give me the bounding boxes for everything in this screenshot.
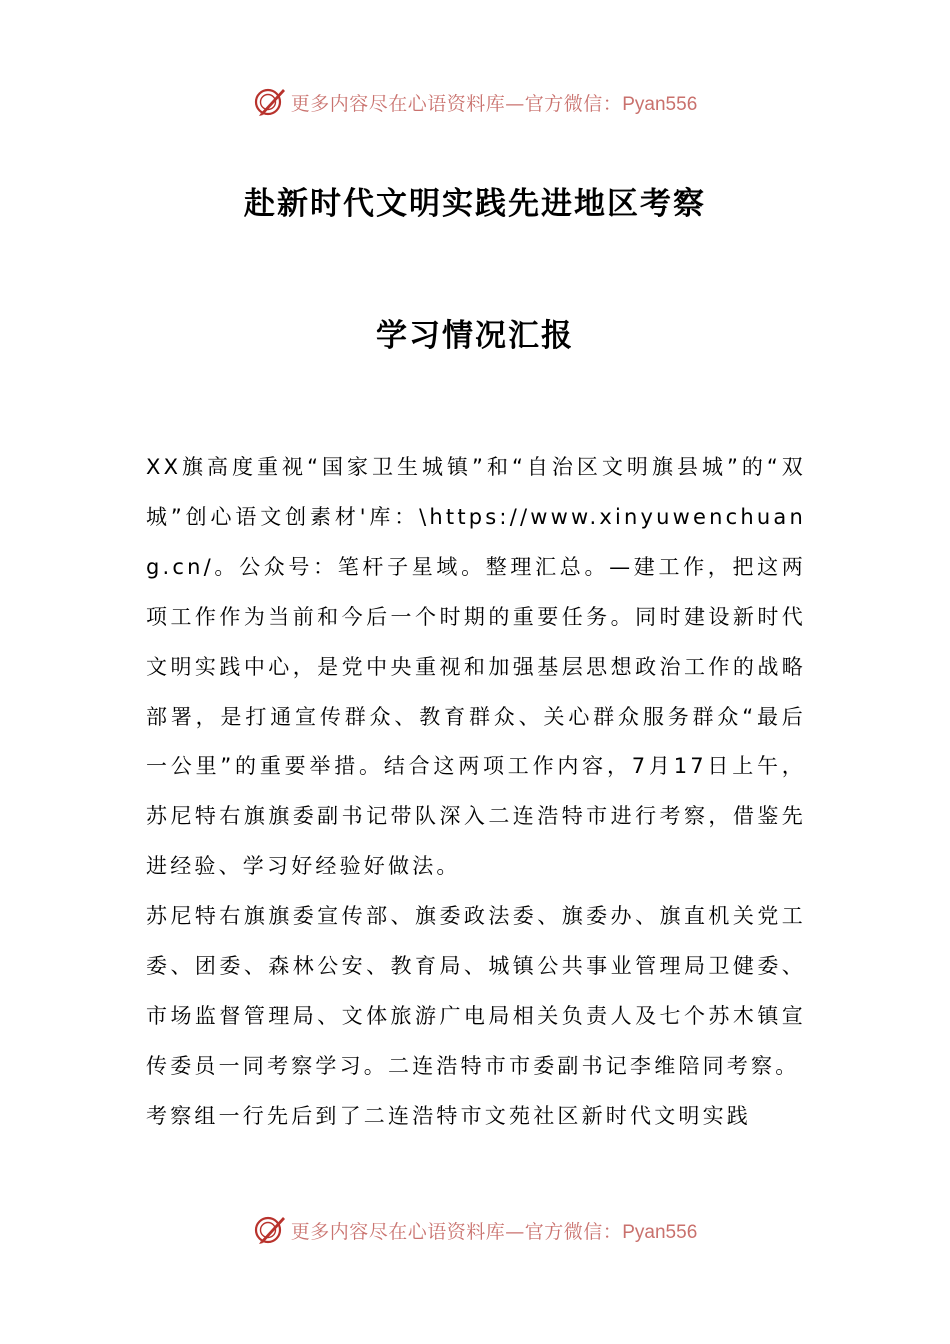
document-title-line1: 赴新时代文明实践先进地区考察 (244, 186, 706, 222)
document-body (146, 443, 806, 1142)
header-banner-label: 更多内容尽在心语资料库—官方微信： (290, 92, 623, 115)
header-banner (0, 82, 950, 122)
body-paragraph-1: XX旗高度重视“国家卫生城镇”和“自治区文明旗县城”的“双城”创心语文创素材'库：\https://www.xinyuwenchuang.cn/。公众号：笔杆子星域。整理汇总。—建工作，把这两项工作作为当前和今后一个时期的重要任务。同时建设新时代文明实践中心，是党中央重视和加强基层思想政治工作的战略部署，是打通宣传群众、教育群众、关心群众服务群众“最后一公里”的重要举措。结合这两项工作内容，7月17日上午，苏尼特右旗旗委副书记带队深入二连浩特市进行考察，借鉴先进经验、学习好经验好做法。 (146, 455, 806, 879)
header-banner-text (291, 89, 698, 116)
pen-logo-icon (253, 85, 287, 119)
footer-banner-text (291, 1217, 698, 1244)
body-paragraph-2: 苏尼特右旗旗委宣传部、旗委政法委、旗委办、旗直机关党工委、团委、森林公安、教育局、城镇公共事业管理局卫健委、市场监督管理局、文体旅游广电局相关负责人及七个苏木镇宣传委员一同考察学习。二连浩特市市委副书记李维陪同考察。 (146, 904, 806, 1078)
body-paragraph-3: 考察组一行先后到了二连浩特市文苑社区新时代文明实践 (146, 1103, 751, 1128)
footer-banner-label: 更多内容尽在心语资料库—官方微信： (290, 1220, 623, 1243)
header-wechat-id: Pyan556 (622, 93, 698, 115)
pen-logo-icon (253, 1213, 287, 1247)
footer-banner (0, 1210, 950, 1250)
footer-wechat-id: Pyan556 (622, 1221, 698, 1243)
document-title-line2: 学习情况汇报 (376, 318, 574, 354)
